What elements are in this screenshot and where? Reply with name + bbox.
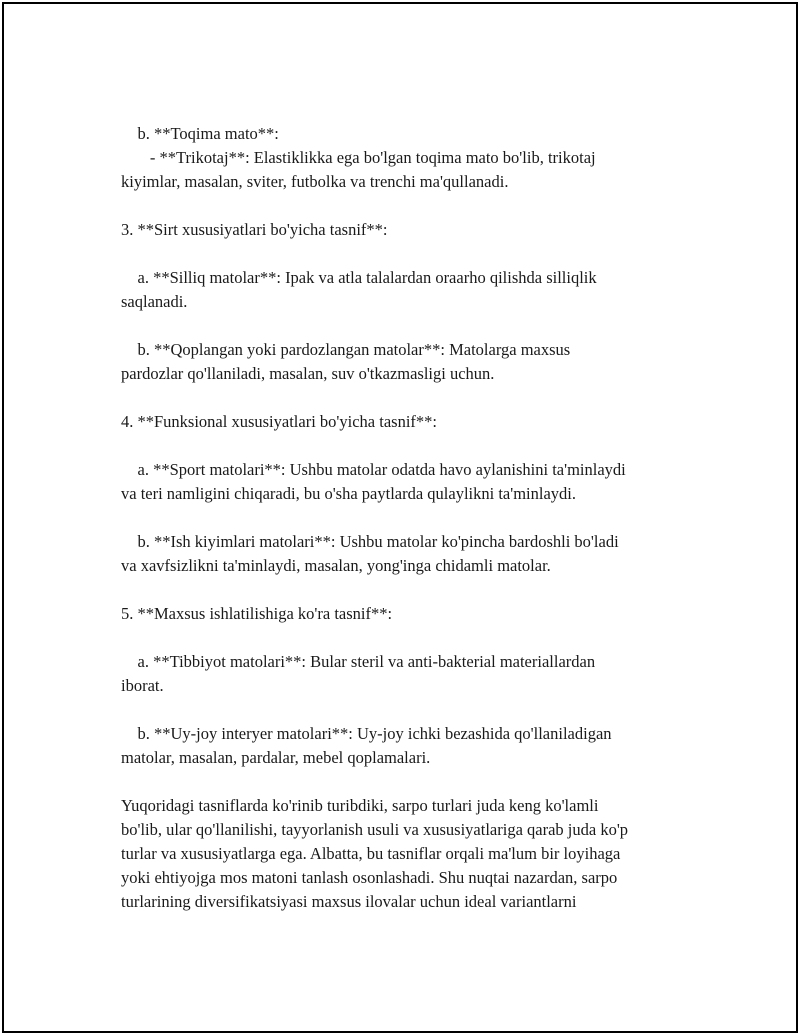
text-line: b. **Toqima mato**: <box>121 124 279 143</box>
text-line: turlar va xususiyatlarga ega. Albatta, bu tasniflar orqali ma'lum bir loyihaga <box>121 844 621 863</box>
text-line: turlarining diversifikatsiyasi maxsus ilovalar uchun ideal variantlarni <box>121 892 577 911</box>
text-line: 5. **Maxsus ishlatilishiga ko'ra tasnif**: <box>121 604 393 623</box>
blank-line <box>121 578 721 602</box>
text-line: b. **Qoplangan yoki pardozlangan matolar**: Matolarga maxsus <box>121 340 571 359</box>
blank-line <box>121 626 721 650</box>
text-line: Yuqoridagi tasniflarda ko'rinib turibdiki, sarpo turlari juda keng ko'lamli <box>121 796 599 815</box>
text-line: - **Trikotaj**: Elastiklikka ega bo'lgan toqima mato bo'lib, trikotaj <box>121 148 596 167</box>
text-line: b. **Ish kiyimlari matolari**: Ushbu matolar ko'pincha bardoshli bo'ladi <box>121 532 619 551</box>
text-line: yoki ehtiyojga mos matoni tanlash osonlashadi. Shu nuqtai nazardan, sarpo <box>121 868 618 887</box>
text-line: bo'lib, ular qo'llanilishi, tayyorlanish usuli va xususiyatlariga qarab juda ko'p <box>121 820 629 839</box>
text-line: a. **Sport matolari**: Ushbu matolar odatda havo aylanishini ta'minlaydi <box>121 460 626 479</box>
blank-line <box>121 242 721 266</box>
blank-line <box>121 386 721 410</box>
text-line: iborat. <box>121 676 164 695</box>
blank-line <box>121 194 721 218</box>
text-line: kiyimlar, masalan, sviter, futbolka va trenchi ma'qullanadi. <box>121 172 509 191</box>
blank-line <box>121 314 721 338</box>
blank-line <box>121 770 721 794</box>
text-line: 3. **Sirt xususiyatlari bo'yicha tasnif**: <box>121 220 388 239</box>
blank-line <box>121 506 721 530</box>
text-line: b. **Uy-joy interyer matolari**: Uy-joy ichki bezashida qo'llaniladigan <box>121 724 612 743</box>
document-body <box>121 122 721 914</box>
blank-line <box>121 698 721 722</box>
text-line: 4. **Funksional xususiyatlari bo'yicha tasnif**: <box>121 412 437 431</box>
page-frame <box>2 2 798 1033</box>
text-line: va teri namligini chiqaradi, bu o'sha paytlarda qulaylikni ta'minlaydi. <box>121 484 576 503</box>
blank-line <box>121 434 721 458</box>
text-line: pardozlar qo'llaniladi, masalan, suv o'tkazmasligi uchun. <box>121 364 495 383</box>
text-line: saqlanadi. <box>121 292 188 311</box>
text-line: a. **Silliq matolar**: Ipak va atla talalardan oraarho qilishda silliqlik <box>121 268 597 287</box>
text-line: va xavfsizlikni ta'minlaydi, masalan, yong'inga chidamli matolar. <box>121 556 551 575</box>
text-line: matolar, masalan, pardalar, mebel qoplamalari. <box>121 748 431 767</box>
text-line: a. **Tibbiyot matolari**: Bular steril va anti-bakterial materiallardan <box>121 652 596 671</box>
